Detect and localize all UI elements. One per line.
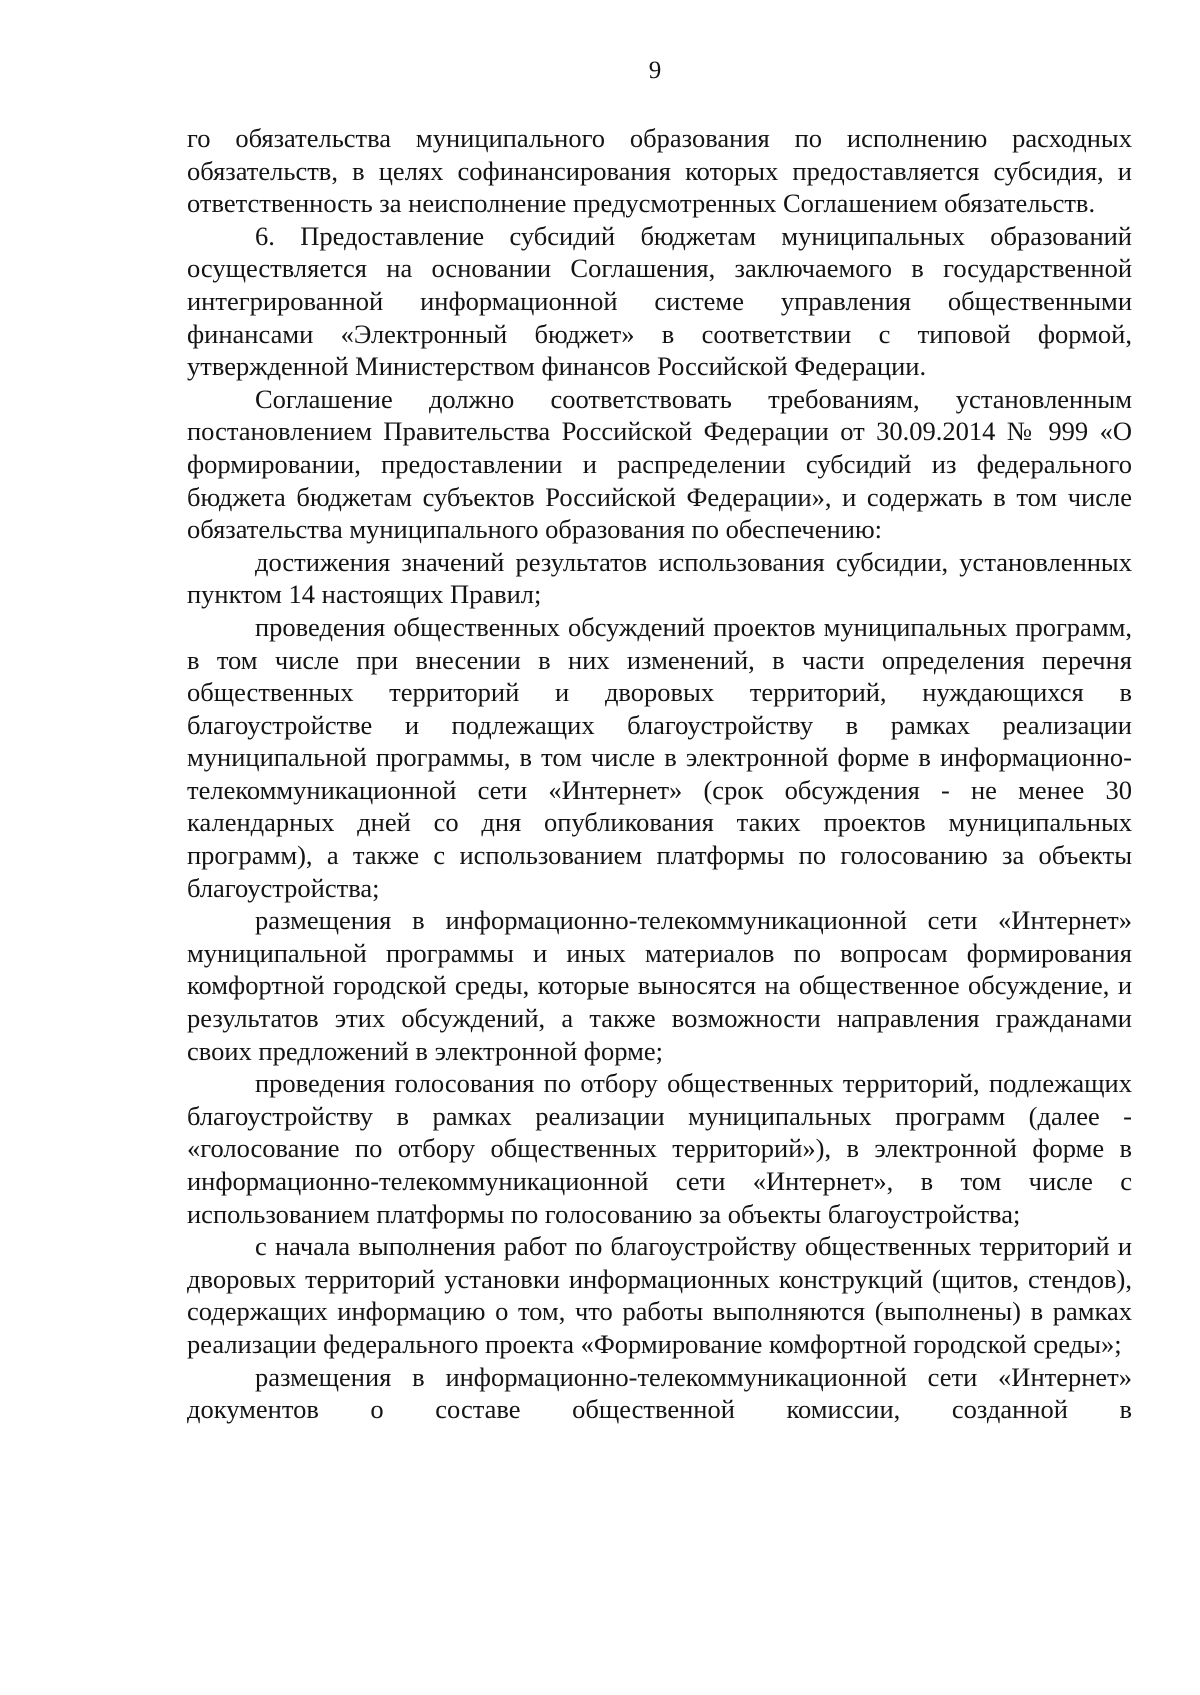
paragraph-2: 6. Предоставление субсидий бюджетам муниципальных образований осуществляется на основании Соглашения, заключаемого в государственной интегрированной информационной системе управления общественными финансами «Электронный бюджет» в соответствии с типовой формой, утвержденной Министерством финансов Российской Федерации.: [187, 220, 1132, 382]
paragraph-6: размещения в информационно-телекоммуникационной сети «Интернет» муниципальной программы и иных материалов по вопросам формирования комфортной городской среды, которые выносятся на общественное обсуждение, и результатов этих обсуждений, а также возможности направления гражданами своих предложений в электронной форме;: [187, 905, 1132, 1066]
paragraph-1: го обязательства муниципального образования по исполнению расходных обязательств, в целях софинансирования которых предоставляется субсидия, и ответственность за неисполнение предусмотренных Соглашением обязательств.: [187, 123, 1132, 219]
paragraph-4: достижения значений результатов использования субсидии, установленных пунктом 14 настоящих Правил;: [187, 546, 1132, 610]
page-number: 9: [648, 57, 662, 84]
document-body: [187, 122, 1132, 1426]
paragraph-3: Соглашение должно соответствовать требованиям, установленным постановлением Правительства Российской Федерации от 30.09.2014 № 999 «О формировании, предоставлении и распределении субсидий из федерального бюджета бюджетам субъектов Российской Федерации», и содержать в том числе обязательства муниципального образования по обеспечению:: [187, 383, 1132, 545]
paragraph-9: размещения в информационно-телекоммуникационной сети «Интернет» документов о составе общественной комиссии, созданной в: [187, 1361, 1132, 1425]
paragraph-8: с начала выполнения работ по благоустройству общественных территорий и дворовых территорий установки информационных конструкций (щитов, стендов), содержащих информацию о том, что работы выполняются (выполнены) в рамках реализации федерального проекта «Формирование комфортной городской среды»;: [187, 1231, 1132, 1359]
paragraph-7: проведения голосования по отбору общественных территорий, подлежащих благоустройству в рамках реализации муниципальных программ (далее - «голосование по отбору общественных территорий»), в электронной форме в информационно-телекоммуникационной сети «Интернет», в том числе с использованием платформы по голосованию за объекты благоустройства;: [187, 1068, 1132, 1229]
paragraph-5: проведения общественных обсуждений проектов муниципальных программ, в том числе при внесении в них изменений, в части определения перечня общественных территорий и дворовых территорий, нуждающихся в благоустройстве и подлежащих благоустройству в рамках реализации муниципальной программы, в том числе в электронной форме в информационно-телекоммуникационной сети «Интернет» (срок обсуждения - не менее 30 календарных дней со дня опубликования таких проектов муниципальных программ), а также с использованием платформы по голосованию за объекты благоустройства;: [187, 611, 1132, 903]
